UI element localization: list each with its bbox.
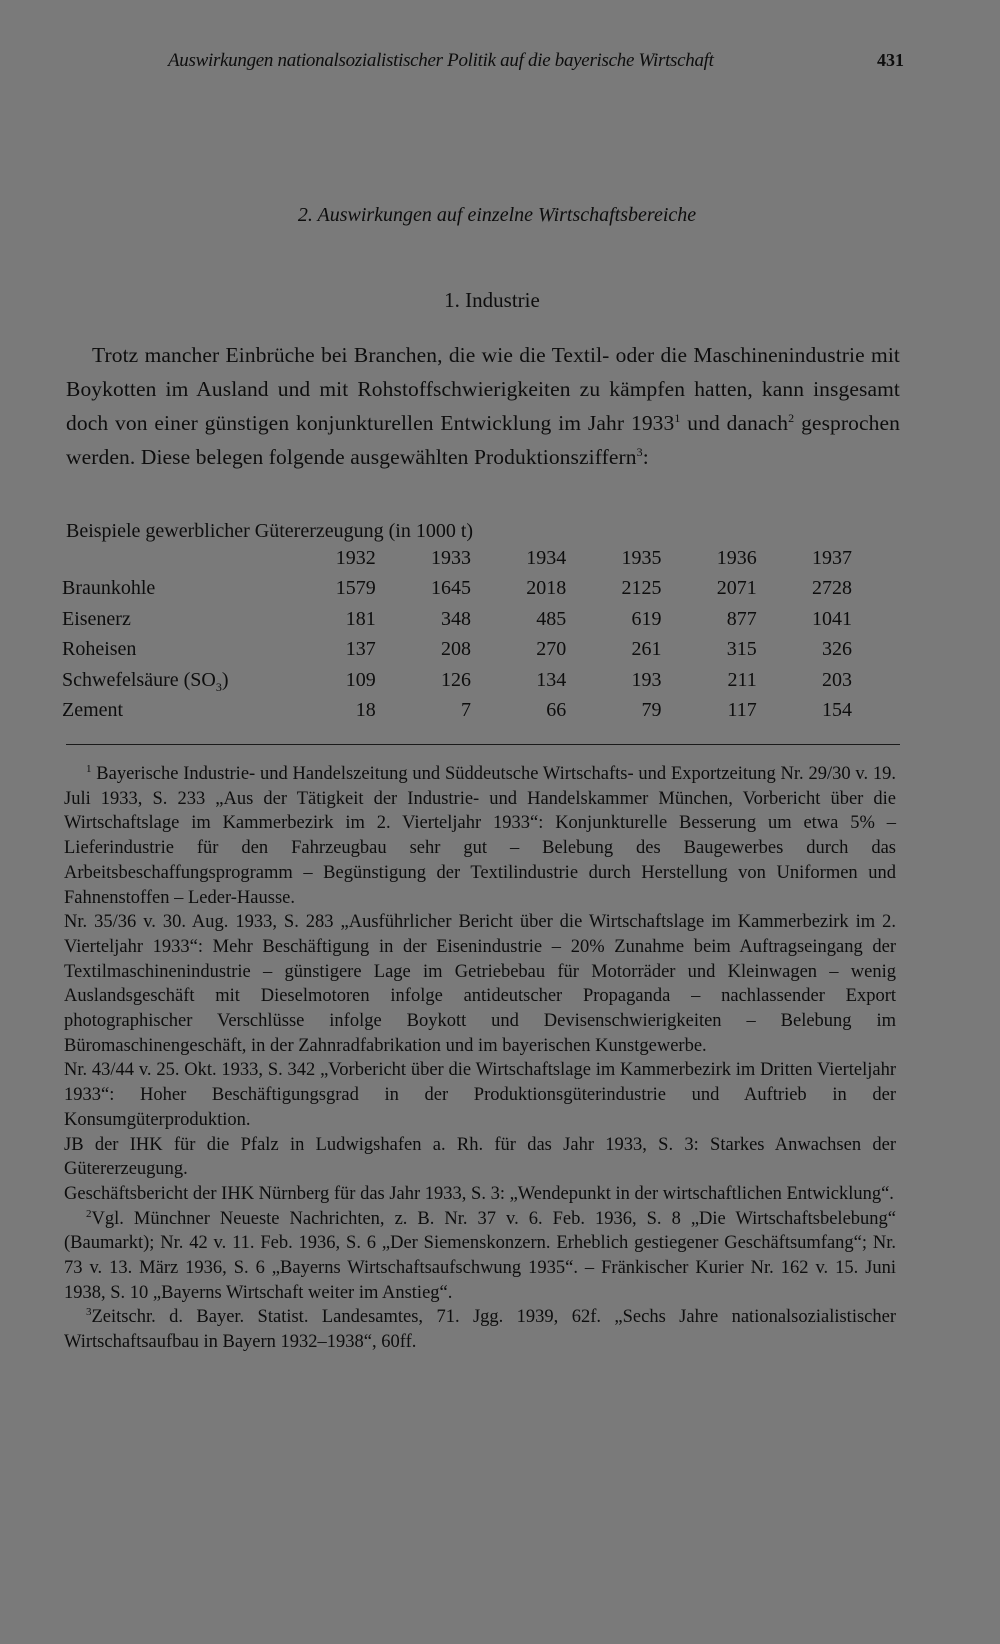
table-cell: 79 bbox=[641, 699, 662, 722]
subscript: 3 bbox=[215, 679, 222, 694]
row-label: Roheisen bbox=[62, 638, 137, 661]
body-paragraph bbox=[66, 338, 900, 474]
table-row bbox=[62, 665, 852, 696]
footnote-1-continued: Nr. 43/44 v. 25. Okt. 1933, S. 342 „Vorbericht über die Wirtschaftslage im Kammerbezirk im Dritten Vierteljahr 1933“: Hoher Beschäftigungsgrad in der Produktionsgüterindustrie und Auftrieb in der Konsumgüterproduktion. bbox=[64, 1060, 896, 1130]
footnote-text: Vgl. Münchner Neueste Nachrichten, z. B. Nr. 37 v. 6. Feb. 1936, S. 8 „Die Wirtschaftsbelebung“ (Baumarkt); Nr. 42 v. 11. Feb. 1936, S. 6 „Der Siemenskonzern. Erheblich gestiegener Geschäftsumfang“; Nr. 73 v. 13. März 1936, S. 6 „Bayerns Wirtschaftsaufschwung 1935“. – Fränkischer Kurier Nr. 162 v. 15. Juni 1938, S. 10 „Bayerns Wirtschaft weiter im Anstieg“. bbox=[64, 1208, 896, 1303]
table-cell: 2728 bbox=[812, 577, 852, 600]
footnote-divider bbox=[66, 744, 900, 745]
row-label bbox=[62, 665, 281, 696]
table-cell: 485 bbox=[536, 607, 567, 630]
footnote-mark: 1 bbox=[86, 762, 92, 775]
footnote-text: Bayerische Industrie- und Handelszeitung und Süddeutsche Wirtschafts- und Exportzeitung Nr. 29/30 v. 19. Juli 1933, S. 233 „Aus der Tätigkeit der Industrie- und Handelskammer München, Vorbericht über die Wirtschaftslage im Kammerbezirk im 2. Vierteljahr 1933“: Konjunkturelle Besserung um etwa 5% – Lieferindustrie für den Fahrzeugbau sehr gut – Belebung des Baugewerbes durch das Arbeitsbeschaffungsprogramm – Begünstigung der Textilindustrie durch Herstellung von Uniformen und Fahnenstoffen – Leder-Hausse. bbox=[64, 764, 896, 908]
year-header: 1936 bbox=[716, 546, 757, 569]
table-cell: 134 bbox=[536, 668, 567, 691]
footnote-1-continued: Geschäftsbericht der IHK Nürnberg für das Jahr 1933, S. 3: „Wendepunkt in der wirtschaftlichen Entwicklung“. bbox=[64, 1183, 894, 1204]
table-cell: 126 bbox=[441, 668, 472, 691]
table-row bbox=[62, 635, 852, 666]
year-header: 1932 bbox=[335, 546, 376, 569]
body-text-part: und danach bbox=[680, 411, 789, 435]
table-cell: 109 bbox=[345, 668, 376, 691]
year-header: 1933 bbox=[431, 546, 472, 569]
row-label: Zement bbox=[62, 699, 124, 722]
table-cell: 7 bbox=[461, 699, 472, 722]
row-label: Braunkohle bbox=[62, 577, 156, 600]
page-number: 431 bbox=[877, 50, 904, 70]
table-cell: 203 bbox=[822, 668, 852, 691]
table-row bbox=[62, 574, 852, 605]
row-label: Eisenerz bbox=[62, 607, 131, 630]
table-cell: 348 bbox=[441, 607, 472, 630]
table-cell: 326 bbox=[822, 638, 852, 661]
running-header bbox=[168, 50, 904, 76]
table-cell: 2125 bbox=[621, 577, 662, 600]
footnote-1-continued: JB der IHK für die Pfalz in Ludwigshafen a. Rh. für das Jahr 1933, S. 3: Starkes Anwachsen der Gütererzeugung. bbox=[64, 1134, 896, 1180]
table-cell: 619 bbox=[631, 607, 662, 630]
table-cell: 181 bbox=[345, 607, 376, 630]
row-label-text: Schwefelsäure (SO bbox=[62, 668, 216, 691]
table-cell: 315 bbox=[726, 638, 757, 661]
table-cell: 117 bbox=[727, 699, 757, 722]
year-header: 1935 bbox=[621, 546, 662, 569]
footnote-text: Zeitschr. d. Bayer. Statist. Landesamtes, 71. Jgg. 1939, 62f. „Sechs Jahre nationalsozialistischer Wirtschaftsaufbau in Bayern 1932–1938“, 60ff. bbox=[64, 1307, 896, 1353]
footnote-1 bbox=[64, 762, 896, 910]
body-text-part: Trotz mancher Einbrüche bei Branchen, die wie die Textil- oder die Maschinenindustrie mit Boykotten im Ausland und mit Rohstoffschwierigkeiten zu kämpfen hatten, kann insgesamt doch von einer günstigen konjunkturellen Entwicklung im Jahr 1933 bbox=[66, 343, 900, 435]
footnote-3 bbox=[64, 1305, 896, 1354]
table-cell: 2071 bbox=[716, 577, 757, 600]
year-header: 1937 bbox=[812, 546, 852, 569]
footnote-mark: 3 bbox=[86, 1306, 92, 1319]
table-cell: 1579 bbox=[335, 577, 376, 600]
footnote-1-continued: Nr. 35/36 v. 30. Aug. 1933, S. 283 „Ausführlicher Bericht über die Wirtschaftslage im Kammerbezirk im 2. Vierteljahr 1933“: Mehr Beschäftigung in der Eisenindustrie – 20% Zunahme beim Auftragseingang der Textilmaschinenindustrie – günstigere Lage im Getriebebau für Motorräder und Kleinwagen – wenig Auslandsgeschäft mit Dieselmotoren infolge antideutscher Propaganda – nachlassender Export photographischer Verschlüsse infolge Boykott und Devisenschwierigkeiten – Belebung im Büromaschinengeschäft, in der Zahnradfabrikation und im bayerischen Kunstgewerbe. bbox=[64, 912, 896, 1056]
table-cell: 877 bbox=[726, 607, 757, 630]
year-header: 1934 bbox=[526, 546, 567, 569]
section-title: 2. Auswirkungen auf einzelne Wirtschaftsbereiche bbox=[297, 204, 697, 226]
footnote-mark: 2 bbox=[86, 1207, 92, 1220]
footnote-ref-2: 2 bbox=[788, 410, 795, 425]
table-cell: 154 bbox=[822, 699, 852, 722]
table-cell: 2018 bbox=[526, 577, 567, 600]
table-cell: 193 bbox=[631, 668, 662, 691]
table-cell: 1645 bbox=[431, 577, 472, 600]
table-cell: 211 bbox=[727, 668, 757, 691]
running-title: Auswirkungen nationalsozialistischer Politik auf die bayerische Wirtschaft bbox=[168, 50, 714, 71]
table-cell: 1041 bbox=[812, 607, 852, 630]
table-cell: 208 bbox=[441, 638, 472, 661]
production-table bbox=[62, 543, 852, 726]
footnote-ref-3: 3 bbox=[636, 444, 643, 459]
table-row bbox=[62, 604, 852, 635]
table-cell: 18 bbox=[355, 699, 376, 722]
table-header-row bbox=[62, 543, 852, 574]
table-caption: Beispiele gewerblicher Gütererzeugung (in 1000 t) bbox=[66, 520, 474, 542]
footnote-ref-1: 1 bbox=[674, 410, 681, 425]
table-row bbox=[62, 696, 852, 727]
subsection-title: 1. Industrie bbox=[444, 288, 540, 312]
table-cell: 137 bbox=[345, 638, 376, 661]
table-cell: 261 bbox=[631, 638, 662, 661]
body-text-part: : bbox=[642, 445, 649, 469]
footnote-2 bbox=[64, 1207, 896, 1306]
table-cell: 66 bbox=[546, 699, 567, 722]
body-text-part: gesprochen werden. Diese belegen folgende ausgewählten Produktionsziffern bbox=[66, 411, 900, 469]
table-cell: 270 bbox=[536, 638, 567, 661]
row-label-text: ) bbox=[221, 668, 229, 691]
footnotes bbox=[64, 762, 896, 1355]
